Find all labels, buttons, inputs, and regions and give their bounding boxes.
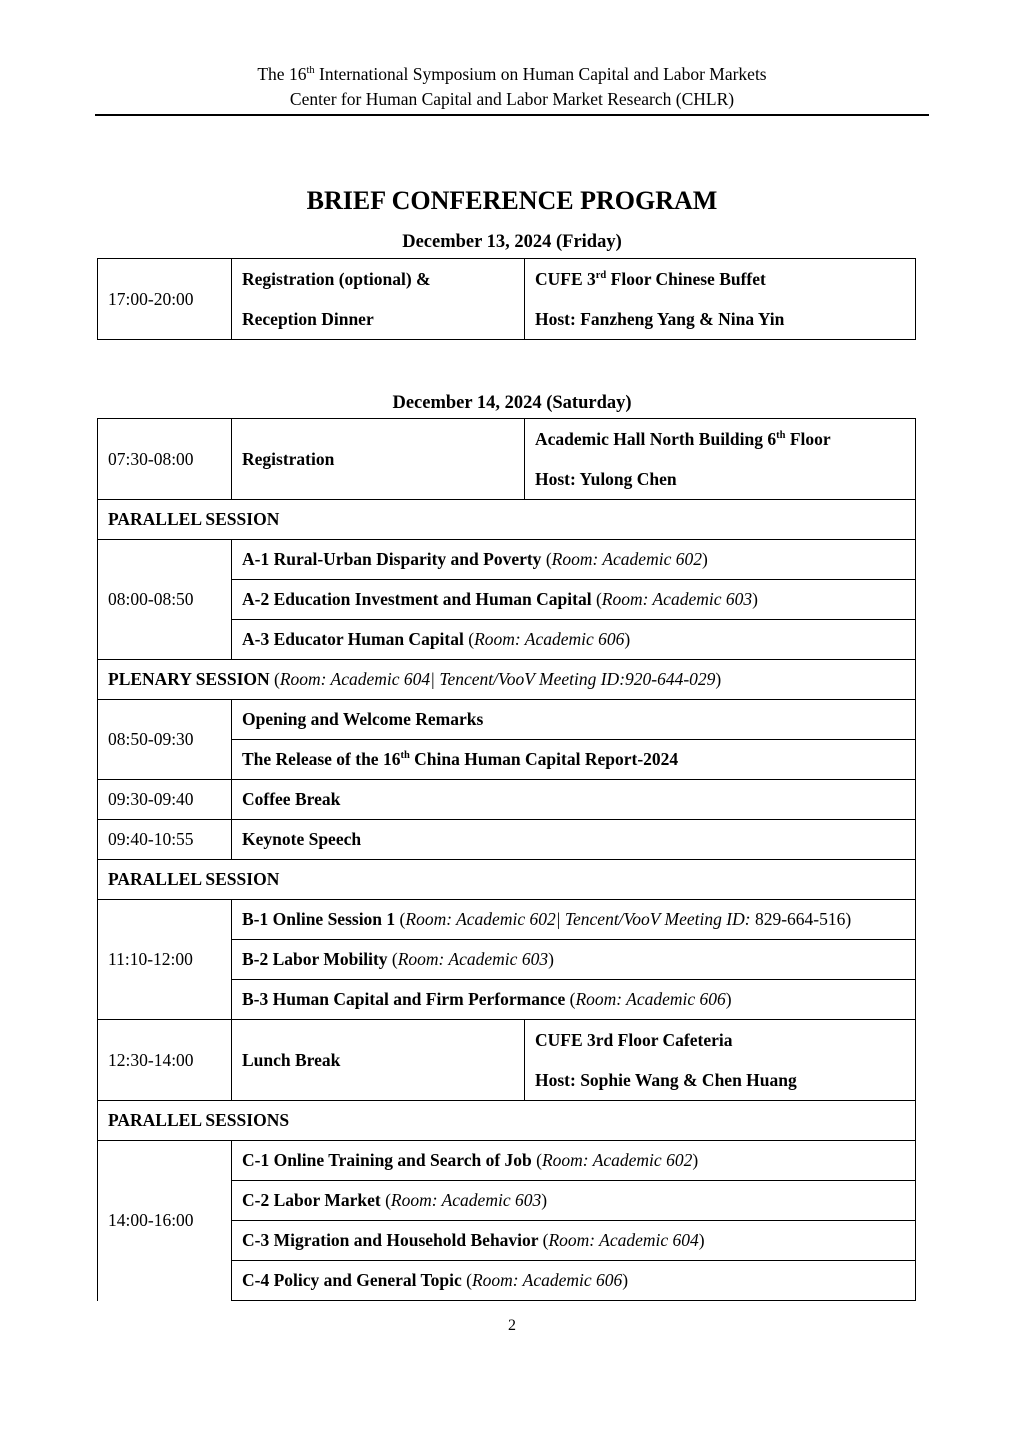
- table-row: [98, 1141, 916, 1181]
- section-heading-row: [98, 1101, 916, 1141]
- session-a2: A-2 Education Investment and Human Capital (Room: Academic 603): [232, 580, 916, 620]
- venue: CUFE 3rd Floor Chinese Buffet: [535, 269, 766, 289]
- time-cell: 09:30-09:40: [98, 780, 232, 820]
- venue: CUFE 3rd Floor Cafeteria: [535, 1030, 733, 1050]
- event-cell: Lunch Break: [232, 1020, 525, 1101]
- time-cell: 08:50-09:30: [98, 700, 232, 780]
- venue: Academic Hall North Building 6th Floor: [535, 429, 831, 449]
- session-a3: A-3 Educator Human Capital (Room: Academic 606): [232, 620, 916, 660]
- table-row: [98, 820, 916, 860]
- parallel-session-a-heading: PARALLEL SESSION: [98, 500, 916, 540]
- table-row: [98, 259, 916, 340]
- page-title: BRIEF CONFERENCE PROGRAM: [306, 186, 718, 215]
- section-heading-row: [98, 860, 916, 900]
- table-row: [98, 700, 916, 740]
- report-release: The Release of the 16th China Human Capital Report-2024: [232, 740, 916, 780]
- section-heading-row: [98, 500, 916, 540]
- time-cell: 08:00-08:50: [98, 540, 232, 660]
- page-number: 2: [508, 1317, 516, 1334]
- event-cell: Registration: [232, 419, 525, 500]
- session-b2: B-2 Labor Mobility (Room: Academic 603): [232, 940, 916, 980]
- event-cell: Registration (optional) & Reception Dinner: [232, 259, 525, 340]
- host: Host: Fanzheng Yang & Nina Yin: [535, 309, 785, 329]
- table-row: [98, 540, 916, 580]
- host: Host: Yulong Chen: [535, 469, 677, 489]
- time-cell: 12:30-14:00: [98, 1020, 232, 1101]
- header-divider: [95, 114, 929, 116]
- session-c1: C-1 Online Training and Search of Job (Room: Academic 602): [232, 1141, 916, 1181]
- time-cell: 09:40-10:55: [98, 820, 232, 860]
- venue-cell: [525, 259, 916, 340]
- session-c3: C-3 Migration and Household Behavior (Room: Academic 604): [232, 1221, 916, 1261]
- header-symposium-title: The 16th International Symposium on Human Capital and Labor Markets: [257, 64, 767, 84]
- session-c4: C-4 Policy and General Topic (Room: Academic 606): [232, 1261, 916, 1301]
- page-header: [95, 62, 929, 112]
- table-row: [98, 419, 916, 500]
- day2-table: [97, 418, 916, 1301]
- session-a1: A-1 Rural-Urban Disparity and Poverty (Room: Academic 602): [232, 540, 916, 580]
- time-cell: 11:10-12:00: [98, 900, 232, 1020]
- time-cell: 07:30-08:00: [98, 419, 232, 500]
- day2-date: December 14, 2024 (Saturday): [392, 393, 632, 413]
- table-row: [98, 1020, 916, 1101]
- parallel-session-c-heading: PARALLEL SESSIONS: [98, 1101, 916, 1141]
- venue-cell: [525, 419, 916, 500]
- header-center-name: Center for Human Capital and Labor Market Research (CHLR): [289, 89, 735, 109]
- session-b3: B-3 Human Capital and Firm Performance (Room: Academic 606): [232, 980, 916, 1020]
- table-row: [98, 900, 916, 940]
- time-cell: 14:00-16:00: [98, 1141, 232, 1301]
- table-row: [98, 780, 916, 820]
- day1-date: December 13, 2024 (Friday): [402, 232, 622, 252]
- venue-cell: [525, 1020, 916, 1101]
- session-c2: C-2 Labor Market (Room: Academic 603): [232, 1181, 916, 1221]
- session-b1: B-1 Online Session 1 (Room: Academic 602| Tencent/VooV Meeting ID: 829-664-516): [232, 900, 916, 940]
- opening-remarks: Opening and Welcome Remarks: [232, 700, 916, 740]
- section-heading-row: [98, 660, 916, 700]
- host: Host: Sophie Wang & Chen Huang: [535, 1070, 797, 1090]
- time-cell: 17:00-20:00: [98, 259, 232, 340]
- keynote-speech: Keynote Speech: [232, 820, 916, 860]
- day1-table: [97, 258, 916, 340]
- coffee-break: Coffee Break: [232, 780, 916, 820]
- plenary-session-heading: PLENARY SESSION (Room: Academic 604| Tencent/VooV Meeting ID:920-644-029): [98, 660, 916, 700]
- parallel-session-b-heading: PARALLEL SESSION: [98, 860, 916, 900]
